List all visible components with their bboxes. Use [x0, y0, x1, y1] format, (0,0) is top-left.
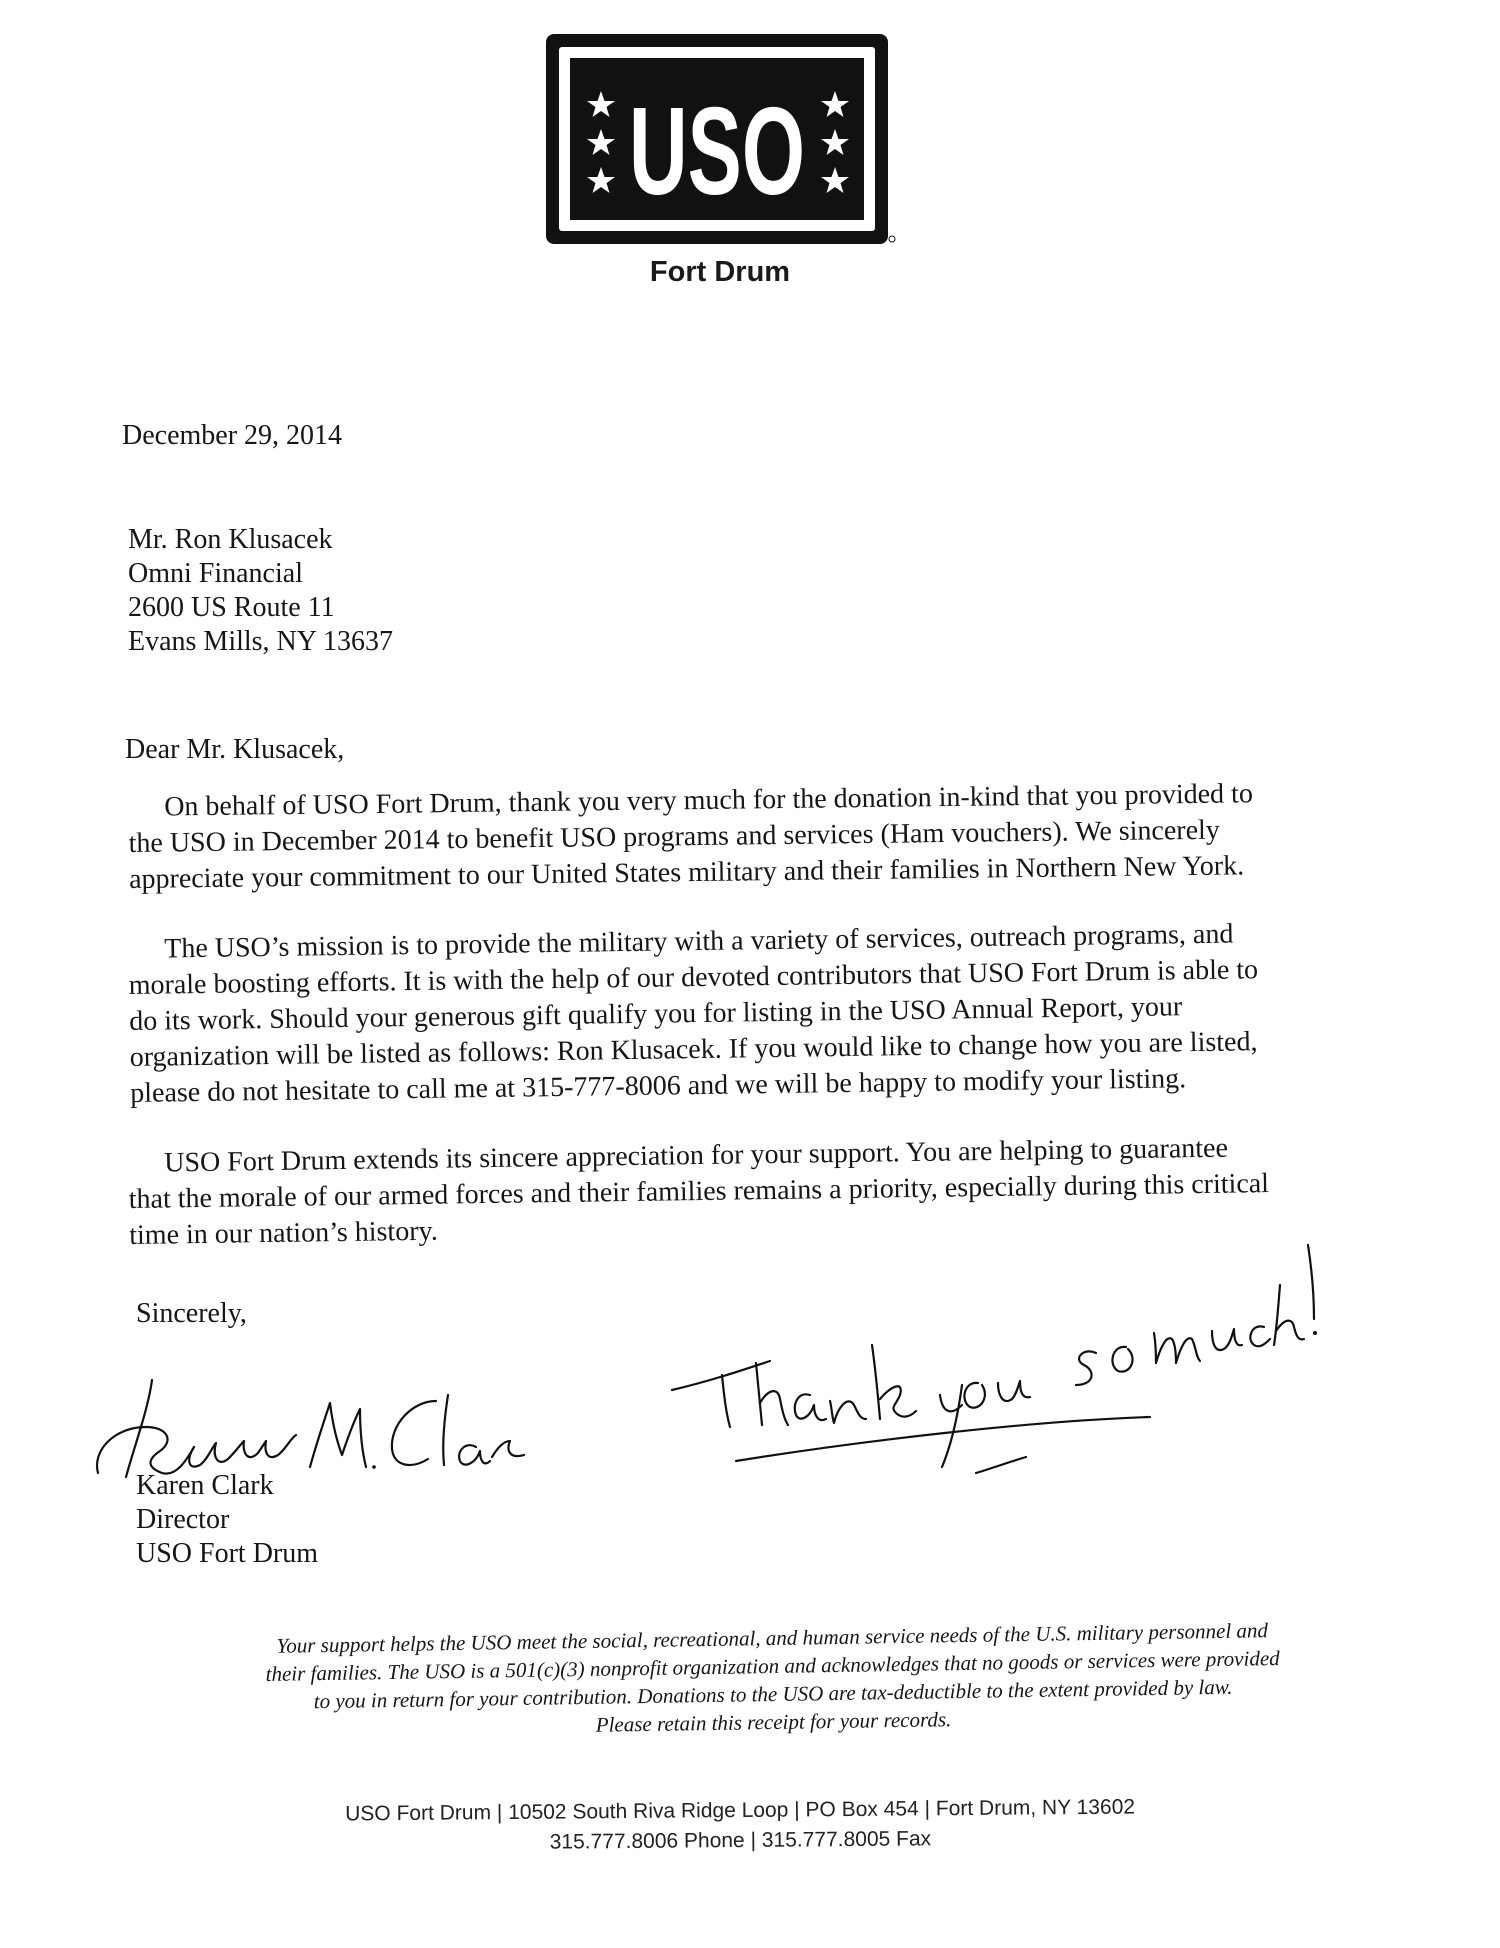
uso-logo	[546, 34, 896, 250]
footer-address: USO Fort Drum | 10502 South Riva Ridge Loop | PO Box 454 | Fort Drum, NY 13602	[345, 1795, 1136, 1826]
paragraph-line: appreciate your commitment to our United States military and their families in Northern New York.	[128, 850, 1245, 895]
closing: Sincerely,	[136, 1298, 247, 1329]
paragraph-line: do its work. Should your generous gift qualify you for listing in the USO Annual Report, your	[129, 991, 1183, 1037]
paragraph-line: time in our nation’s history.	[129, 1215, 438, 1251]
recipient-name: Mr. Ron Klusacek	[128, 524, 333, 555]
signer-name: Karen Clark	[136, 1470, 274, 1501]
recipient-city: Evans Mills, NY 13637	[128, 626, 393, 657]
recipient-street: 2600 US Route 11	[128, 592, 335, 623]
recipient-address	[128, 522, 393, 658]
footer-phone: 315.777.8006 Phone | 315.777.8005 Fax	[549, 1827, 932, 1854]
paragraph-line: organization will be listed as follows: Ron Klusacek. If you would like to change how you are listed,	[129, 1026, 1258, 1073]
notice-line: their families. The USO is a 501(c)(3) nonprofit organization and acknowledges that no goods or services were provided	[265, 1646, 1280, 1686]
paragraph-line: On behalf of USO Fort Drum, thank you very much for the donation in-kind that you provided to	[164, 778, 1254, 823]
contact-footer	[280, 1792, 1200, 1860]
signer-organization: USO Fort Drum	[136, 1538, 319, 1569]
notice-line: Please retain this receipt for your records.	[595, 1707, 952, 1737]
paragraph-line: the USO in December 2014 to benefit USO programs and services (Ham vouchers). We sincerely	[128, 814, 1221, 859]
paragraph-line: morale boosting efforts. It is with the help of our devoted contributors that USO Fort Drum is able to	[128, 954, 1259, 1001]
letterhead-location: Fort Drum	[649, 256, 791, 288]
notice-line: to you in return for your contribution. Donations to the USO are tax-deductible to the extent provided by law.	[313, 1674, 1233, 1714]
handwritten-note	[660, 1235, 1320, 1490]
letter-date: December 29, 2014	[122, 420, 343, 451]
recipient-company: Omni Financial	[128, 558, 303, 589]
body-paragraph	[128, 775, 1389, 898]
salutation: Dear Mr. Klusacek,	[125, 734, 345, 765]
logo-wordmark: USO	[629, 83, 805, 221]
paragraph-line: please do not hesitate to call me at 315-777-8006 and we will be happy to modify your listing.	[130, 1063, 1187, 1109]
tax-receipt-notice	[132, 1614, 1414, 1746]
paragraph-line: that the morale of our armed forces and their families remains a priority, especially during this critical	[128, 1168, 1270, 1215]
signer-block	[136, 1468, 318, 1570]
paragraph-line: The USO’s mission is to provide the military with a variety of services, outreach programs, and	[164, 918, 1234, 965]
body-paragraph	[128, 914, 1390, 1112]
paragraph-line: USO Fort Drum extends its sincere appreciation for your support. You are helping to guarantee	[164, 1132, 1229, 1179]
notice-line: Your support helps the USO meet the social, recreational, and human service needs of the U.S. military personnel and	[276, 1618, 1269, 1658]
signer-title: Director	[136, 1504, 230, 1535]
